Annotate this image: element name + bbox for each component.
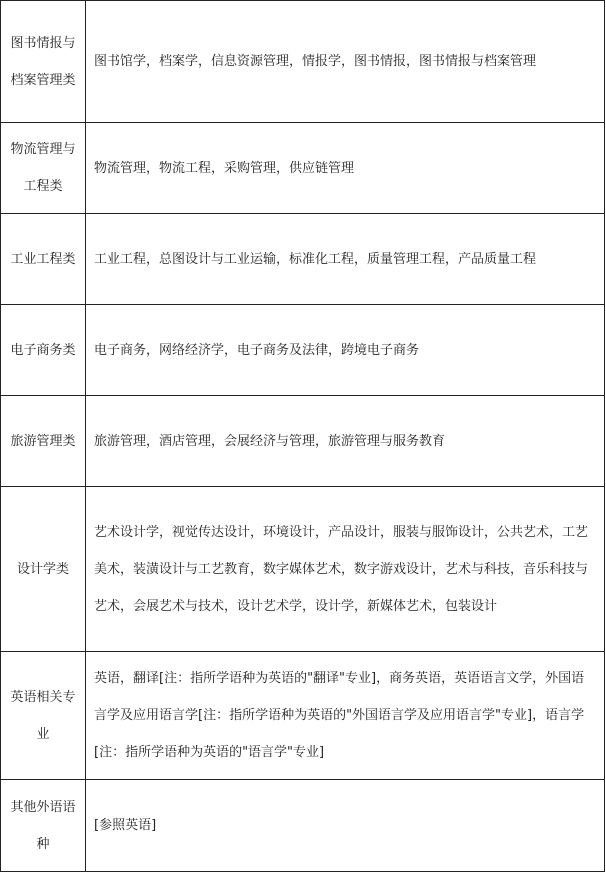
category-cell: 旅游管理类 — [1, 396, 86, 487]
category-cell: 物流管理与工程类 — [1, 123, 86, 214]
table-row — [1, 305, 605, 396]
table-row — [1, 123, 605, 214]
table-row — [1, 780, 605, 872]
table-row — [1, 396, 605, 487]
majors-cell: 工业工程，总图设计与工业运输，标准化工程，质量管理工程，产品质量工程 — [86, 214, 605, 305]
majors-cell: 电子商务，网络经济学，电子商务及法律，跨境电子商务 — [86, 305, 605, 396]
majors-cell: 艺术设计学，视觉传达设计，环境设计，产品设计，服装与服饰设计，公共艺术，工艺美术，装潢设计与工艺教育，数字媒体艺术，数字游戏设计，艺术与科技，音乐科技与艺术，会展艺术与技术，设计艺术学，设计学，新媒体艺术，包装设计 — [86, 487, 605, 652]
category-cell: 图书情报与档案管理类 — [1, 1, 86, 123]
table-row — [1, 652, 605, 780]
category-cell: 其他外语语种 — [1, 780, 86, 872]
category-cell: 设计学类 — [1, 487, 86, 652]
table-row — [1, 1, 605, 123]
majors-cell: 英语，翻译[注：指所学语种为英语的"翻译"专业]，商务英语，英语语言文学，外国语言学及应用语言学[注：指所学语种为英语的"外国语言学及应用语言学"专业]，语言学[注：指所学语种为英语的"语言学"专业] — [86, 652, 605, 780]
majors-cell: 旅游管理，酒店管理，会展经济与管理，旅游管理与服务教育 — [86, 396, 605, 487]
category-cell: 工业工程类 — [1, 214, 86, 305]
table-row — [1, 487, 605, 652]
majors-cell: 物流管理，物流工程，采购管理，供应链管理 — [86, 123, 605, 214]
category-cell: 英语相关专业 — [1, 652, 86, 780]
majors-cell: [参照英语] — [86, 780, 605, 872]
majors-cell: 图书馆学，档案学，信息资源管理，情报学，图书情报，图书情报与档案管理 — [86, 1, 605, 123]
category-cell: 电子商务类 — [1, 305, 86, 396]
table-row — [1, 214, 605, 305]
